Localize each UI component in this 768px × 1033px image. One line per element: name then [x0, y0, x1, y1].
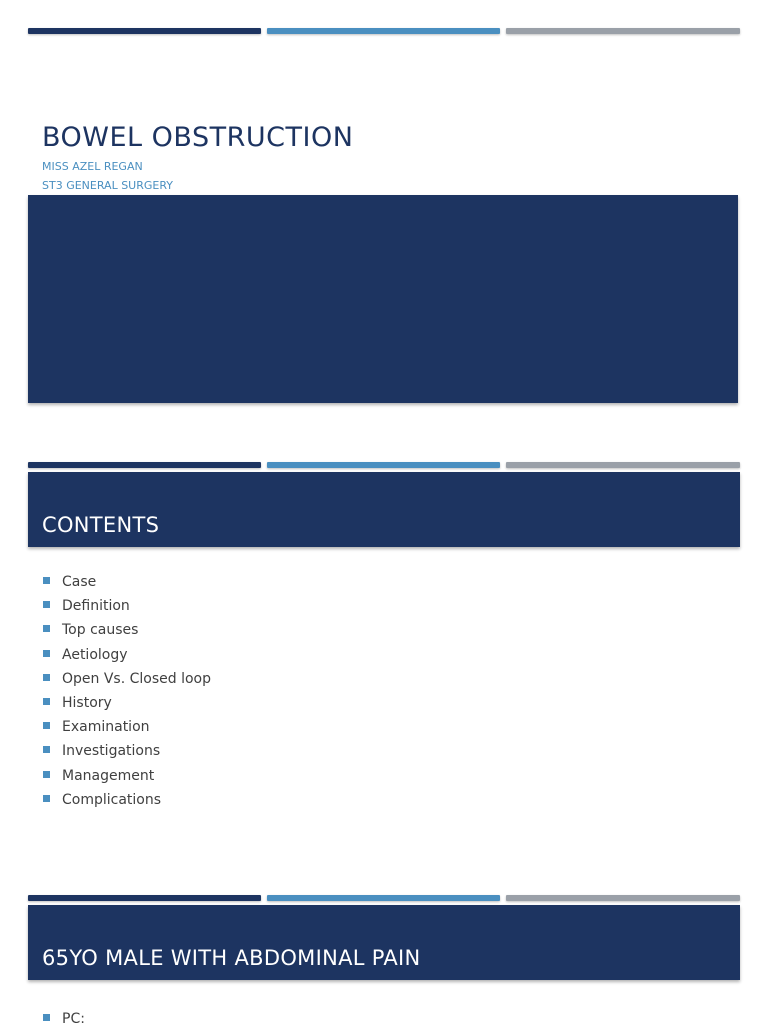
accent-bar-grey — [506, 895, 740, 901]
list-item-label: Top causes — [62, 622, 139, 639]
list-item-label: Case — [62, 574, 97, 590]
presentation-title: BOWEL OBSTRUCTION — [42, 122, 354, 153]
list-item — [42, 693, 211, 717]
title-banner — [28, 195, 738, 403]
list-item — [42, 596, 211, 620]
slide2-accent-bars — [28, 462, 740, 470]
case-header — [28, 905, 740, 980]
list-item-label: Open Vs. Closed loop — [62, 670, 211, 687]
slide3-accent-bars — [28, 895, 740, 903]
accent-bar-blue — [267, 28, 500, 34]
accent-bar-navy — [28, 895, 261, 901]
list-item-label: Complications — [62, 791, 162, 808]
list-item — [42, 1009, 85, 1033]
accent-bar-grey — [506, 462, 740, 468]
bullet-square-icon — [43, 625, 50, 632]
list-item — [42, 766, 211, 790]
bullet-square-icon — [43, 746, 50, 753]
case-list — [42, 1009, 85, 1033]
list-item-label: Definition — [62, 598, 130, 615]
case-title: 65YO MALE WITH ABDOMINAL PAIN — [42, 946, 421, 970]
list-item-label: Investigations — [62, 743, 161, 760]
list-item — [42, 790, 211, 814]
accent-bar-navy — [28, 462, 261, 468]
list-item — [42, 620, 211, 644]
accent-bar-navy — [28, 28, 261, 34]
accent-bar-blue — [267, 462, 500, 468]
list-item — [42, 645, 211, 669]
bullet-square-icon — [43, 698, 50, 705]
slide1-accent-bars — [28, 28, 740, 36]
list-item — [42, 741, 211, 765]
bullet-square-icon — [43, 1014, 50, 1021]
bullet-square-icon — [43, 795, 50, 802]
list-item-label: Management — [62, 767, 155, 784]
bullet-square-icon — [43, 601, 50, 608]
contents-header — [28, 472, 740, 547]
list-item — [42, 717, 211, 741]
list-item-label: Aetiology — [62, 646, 128, 663]
list-item-label: History — [62, 694, 112, 711]
bullet-square-icon — [43, 577, 50, 584]
author-role: ST3 GENERAL SURGERY — [42, 179, 174, 192]
list-item-label: Examination — [62, 719, 150, 736]
contents-list — [42, 572, 211, 814]
author-name: MISS AZEL REGAN — [42, 160, 143, 173]
bullet-square-icon — [43, 674, 50, 681]
list-item-label: PC: — [62, 1011, 85, 1027]
contents-title: CONTENTS — [42, 513, 160, 537]
list-item — [42, 572, 211, 596]
bullet-square-icon — [43, 771, 50, 778]
bullet-square-icon — [43, 722, 50, 729]
accent-bar-grey — [506, 28, 740, 34]
accent-bar-blue — [267, 895, 500, 901]
bullet-square-icon — [43, 650, 50, 657]
list-item — [42, 669, 211, 693]
